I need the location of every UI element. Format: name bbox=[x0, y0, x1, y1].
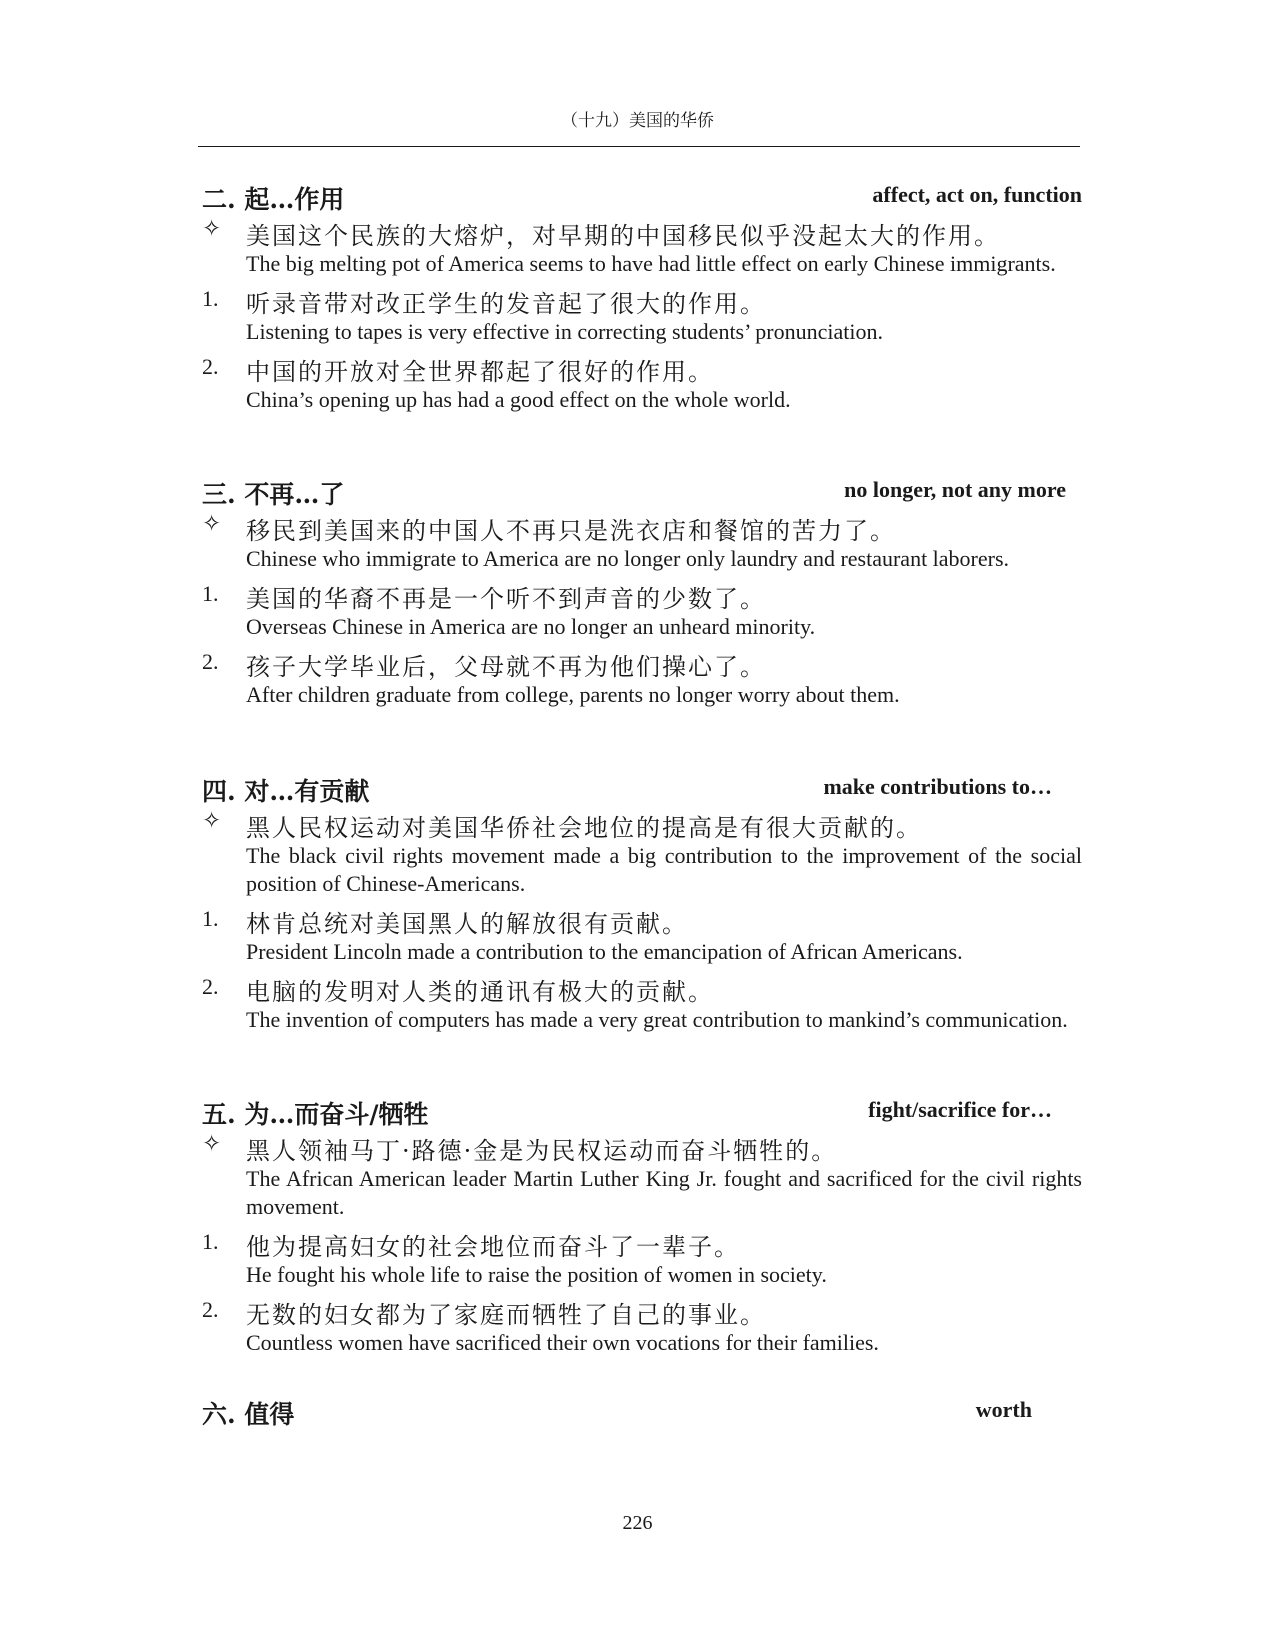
chinese-sentence: 无数的妇女都为了家庭而牺牲了自己的事业。 bbox=[246, 1301, 766, 1329]
header-rule bbox=[198, 146, 1080, 147]
section-title: 三. 不再…了 bbox=[202, 480, 345, 509]
english-translation: Overseas Chinese in America are no longer an unheard minority. bbox=[246, 614, 816, 639]
example-item bbox=[202, 902, 1052, 966]
english-translation: The invention of computers has made a very great contribution to mankind’s communication. bbox=[246, 1007, 1068, 1032]
chinese-sentence: 中国的开放对全世界都起了很好的作用。 bbox=[246, 358, 714, 386]
diamond-bullet-icon: ✧ bbox=[202, 511, 222, 537]
grammar-section bbox=[202, 1095, 1082, 1361]
example-number: 2. bbox=[202, 974, 219, 999]
example-item bbox=[202, 577, 1066, 641]
section-title: 四. 对…有贡献 bbox=[202, 777, 370, 806]
english-translation: China’s opening up has had a good effect on the whole world. bbox=[246, 387, 791, 412]
example-number: 2. bbox=[202, 1297, 219, 1322]
example-item bbox=[202, 1129, 1082, 1221]
section-heading bbox=[202, 475, 1066, 509]
english-translation: He fought his whole life to raise the position of women in society. bbox=[246, 1262, 827, 1287]
chinese-sentence: 电脑的发明对人类的通讯有极大的贡献。 bbox=[246, 978, 714, 1006]
grammar-section bbox=[202, 1395, 1032, 1429]
example-number: 1. bbox=[202, 581, 219, 606]
section-gloss: make contributions to… bbox=[823, 774, 1052, 799]
grammar-section bbox=[202, 772, 1082, 1038]
grammar-section bbox=[202, 180, 1082, 418]
section-heading bbox=[202, 180, 1082, 214]
section-heading bbox=[202, 1095, 1052, 1129]
section-title: 六. 值得 bbox=[202, 1400, 295, 1429]
section-gloss: no longer, not any more bbox=[844, 477, 1066, 502]
section-heading bbox=[202, 772, 1052, 806]
example-item bbox=[202, 970, 1068, 1034]
example-number: 1. bbox=[202, 906, 219, 931]
diamond-bullet-icon: ✧ bbox=[202, 808, 222, 834]
example-item bbox=[202, 350, 1082, 414]
english-translation: Chinese who immigrate to America are no longer only laundry and restaurant laborers. bbox=[246, 546, 1010, 571]
section-title: 二. 起…作用 bbox=[202, 185, 345, 214]
section-gloss: affect, act on, function bbox=[872, 182, 1082, 207]
english-translation: The black civil rights movement made a big contribution to the improvement of the social position of Chinese-Americans. bbox=[246, 843, 1082, 896]
english-translation: Countless women have sacrificed their own vocations for their families. bbox=[246, 1330, 879, 1355]
english-translation: Listening to tapes is very effective in correcting students’ pronunciation. bbox=[246, 319, 884, 344]
chinese-sentence: 林肯总统对美国黑人的解放很有贡献。 bbox=[246, 910, 688, 938]
english-translation: President Lincoln made a contribution to the emancipation of African Americans. bbox=[246, 939, 963, 964]
example-number: 2. bbox=[202, 649, 219, 674]
chinese-sentence: 孩子大学毕业后，父母就不再为他们操心了。 bbox=[246, 653, 766, 681]
diamond-bullet-icon: ✧ bbox=[202, 1131, 222, 1157]
example-item bbox=[202, 282, 1082, 346]
chinese-sentence: 移民到美国来的中国人不再只是洗衣店和餐馆的苦力了。 bbox=[246, 517, 896, 545]
example-item bbox=[202, 1225, 1052, 1289]
running-header: （十九）美国的华侨 bbox=[561, 111, 714, 130]
grammar-section bbox=[202, 475, 1066, 713]
example-item bbox=[202, 509, 1066, 573]
chinese-sentence: 美国这个民族的大熔炉，对早期的中国移民似乎没起太大的作用。 bbox=[246, 222, 1000, 250]
diamond-bullet-icon: ✧ bbox=[202, 216, 222, 242]
chinese-sentence: 听录音带对改正学生的发音起了很大的作用。 bbox=[246, 290, 766, 318]
section-gloss: worth bbox=[975, 1397, 1032, 1422]
example-number: 1. bbox=[202, 286, 219, 311]
example-item bbox=[202, 214, 1082, 278]
example-number: 1. bbox=[202, 1229, 219, 1254]
english-translation: The big melting pot of America seems to have had little effect on early Chinese immigrants. bbox=[246, 251, 1056, 276]
english-translation: After children graduate from college, parents no longer worry about them. bbox=[246, 682, 900, 707]
chinese-sentence: 他为提高妇女的社会地位而奋斗了一辈子。 bbox=[246, 1233, 740, 1261]
example-number: 2. bbox=[202, 354, 219, 379]
chinese-sentence: 美国的华裔不再是一个听不到声音的少数了。 bbox=[246, 585, 766, 613]
example-item bbox=[202, 1293, 1052, 1357]
section-title: 五. 为…而奋斗/牺牲 bbox=[202, 1100, 429, 1129]
section-gloss: fight/sacrifice for… bbox=[868, 1097, 1052, 1122]
example-item bbox=[202, 806, 1082, 898]
english-translation: The African American leader Martin Luther King Jr. fought and sacrificed for the civil rights movement. bbox=[246, 1166, 1082, 1219]
page-number: 226 bbox=[622, 1512, 653, 1534]
section-heading bbox=[202, 1395, 1032, 1429]
chinese-sentence: 黑人领袖马丁·路德·金是为民权运动而奋斗牺牲的。 bbox=[246, 1137, 838, 1165]
chinese-sentence: 黑人民权运动对美国华侨社会地位的提高是有很大贡献的。 bbox=[246, 814, 922, 842]
example-item bbox=[202, 645, 1066, 709]
